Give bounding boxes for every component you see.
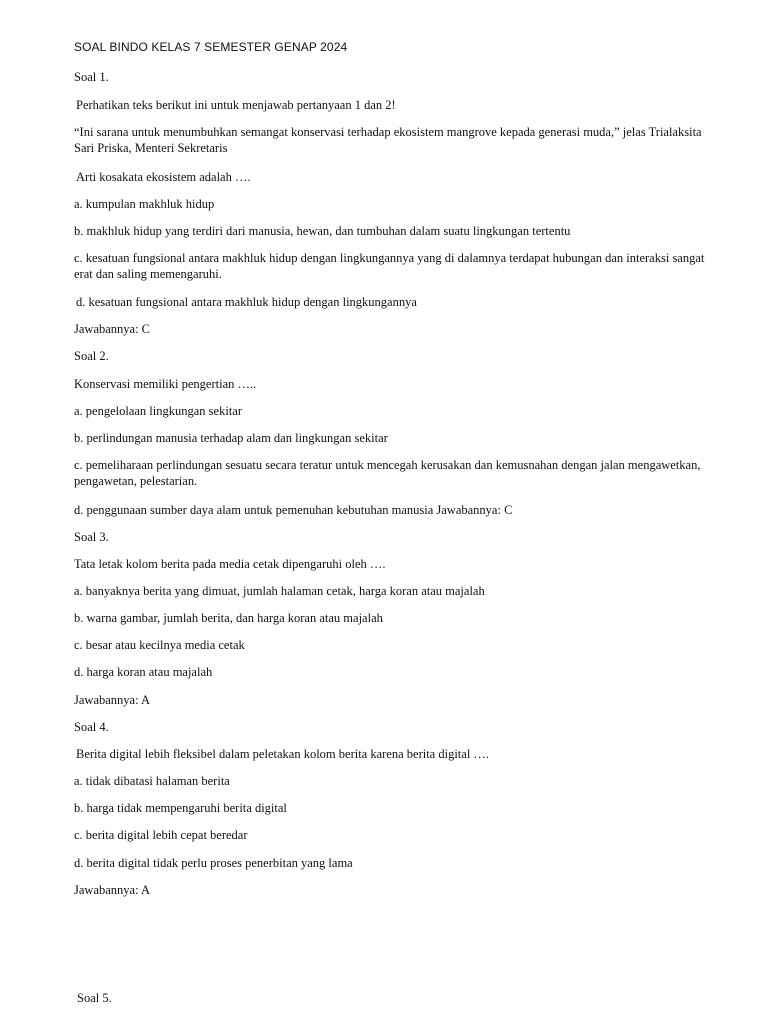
- question-4-text: Berita digital lebih fleksibel dalam peletakan kolom berita karena berita digital ….: [76, 747, 490, 761]
- question-4-answer: Jawabannya: A: [74, 883, 151, 897]
- question-1-quote: “Ini sarana untuk menumbuhkan semangat konservasi terhadap ekosistem mangrove kepada generasi muda,” jelas Trialaksita Sari Priska, Menteri Sekretaris: [74, 125, 702, 155]
- question-3-option-a: a. banyaknya berita yang dimuat, jumlah halaman cetak, harga koran atau majalah: [74, 584, 485, 598]
- question-4-option-d: d. berita digital tidak perlu proses penerbitan yang lama: [74, 856, 353, 870]
- question-3-text: Tata letak kolom berita pada media cetak dipengaruhi oleh ….: [74, 557, 386, 571]
- question-5-label: Soal 5.: [77, 991, 112, 1005]
- question-3-label: Soal 3.: [74, 530, 109, 544]
- question-3-option-b: b. warna gambar, jumlah berita, dan harga koran atau majalah: [74, 611, 383, 625]
- question-2-option-c: c. pemeliharaan perlindungan sesuatu secara teratur untuk mencegah kerusakan dan kemusnahan dengan jalan mengawetkan, pengawetan, pelestarian.: [74, 458, 701, 488]
- question-3-option-c: c. besar atau kecilnya media cetak: [74, 638, 245, 652]
- question-2-option-d: d. penggunaan sumber daya alam untuk pemenuhan kebutuhan manusia Jawabannya: C: [74, 503, 513, 517]
- question-2-label: Soal 2.: [74, 349, 109, 363]
- question-4-option-b: b. harga tidak mempengaruhi berita digital: [74, 801, 287, 815]
- question-1-option-b: b. makhluk hidup yang terdiri dari manusia, hewan, dan tumbuhan dalam suatu lingkungan tertentu: [74, 224, 571, 238]
- question-4-option-c: c. berita digital lebih cepat beredar: [74, 828, 248, 842]
- question-2-option-b: b. perlindungan manusia terhadap alam dan lingkungan sekitar: [74, 431, 388, 445]
- question-1-option-d: d. kesatuan fungsional antara makhluk hidup dengan lingkungannya: [76, 295, 417, 309]
- question-1-label: Soal 1.: [74, 70, 109, 84]
- question-2-text: Konservasi memiliki pengertian …..: [74, 377, 257, 391]
- question-3-answer: Jawabannya: A: [74, 693, 151, 707]
- question-4-option-a: a. tidak dibatasi halaman berita: [74, 774, 230, 788]
- question-4-label: Soal 4.: [74, 720, 109, 734]
- question-1-text: Arti kosakata ekosistem adalah ….: [76, 170, 251, 184]
- question-1-answer: Jawabannya: C: [74, 322, 151, 336]
- question-3-option-d: d. harga koran atau majalah: [74, 665, 213, 679]
- document-title: SOAL BINDO KELAS 7 SEMESTER GENAP 2024: [74, 40, 348, 54]
- question-1-option-a: a. kumpulan makhluk hidup: [74, 197, 215, 211]
- question-1-option-c: c. kesatuan fungsional antara makhluk hidup dengan lingkungannya yang di dalamnya terdapat hubungan dan interaksi sangat erat dan saling memengaruhi.: [74, 251, 705, 281]
- question-1-instruction: Perhatikan teks berikut ini untuk menjawab pertanyaan 1 dan 2!: [76, 98, 396, 112]
- question-2-option-a: a. pengelolaan lingkungan sekitar: [74, 404, 242, 418]
